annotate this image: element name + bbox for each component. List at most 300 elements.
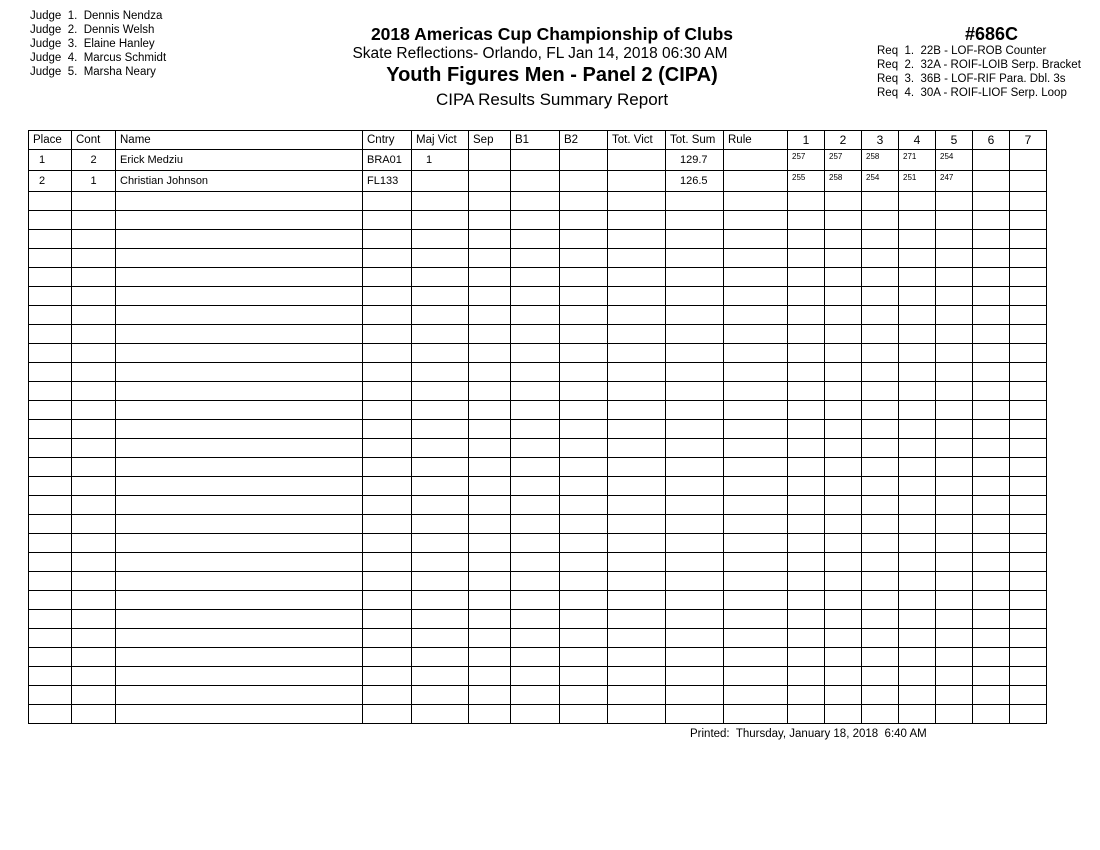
empty-cell <box>412 477 469 496</box>
empty-cell <box>363 496 412 515</box>
empty-cell <box>666 515 724 534</box>
empty-cell <box>72 572 116 591</box>
empty-cell <box>788 458 825 477</box>
empty-cell <box>936 496 973 515</box>
empty-cell <box>29 268 72 287</box>
empty-cell <box>862 591 899 610</box>
empty-table-row <box>29 249 1047 268</box>
empty-cell <box>899 553 936 572</box>
empty-cell <box>788 401 825 420</box>
empty-cell <box>666 344 724 363</box>
report-title: CIPA Results Summary Report <box>435 90 669 109</box>
empty-cell <box>116 420 363 439</box>
empty-cell <box>899 306 936 325</box>
col-header-tot-vict: Tot. Vict <box>608 131 666 150</box>
empty-cell <box>973 344 1010 363</box>
empty-cell <box>116 230 363 249</box>
empty-cell <box>469 382 511 401</box>
empty-cell <box>511 439 560 458</box>
empty-cell <box>788 705 825 724</box>
empty-cell <box>899 477 936 496</box>
empty-cell <box>29 572 72 591</box>
empty-cell <box>72 610 116 629</box>
requirement-line: Req 4. 30A - ROIF-LIOF Serp. Loop <box>877 87 1067 99</box>
empty-cell <box>788 667 825 686</box>
empty-cell <box>560 211 608 230</box>
empty-table-row <box>29 287 1047 306</box>
empty-cell <box>560 515 608 534</box>
empty-cell <box>788 363 825 382</box>
empty-cell <box>608 686 666 705</box>
empty-cell <box>116 382 363 401</box>
empty-cell <box>936 667 973 686</box>
empty-cell <box>72 648 116 667</box>
empty-cell <box>724 705 788 724</box>
empty-cell <box>936 686 973 705</box>
empty-cell <box>1010 610 1047 629</box>
empty-table-row <box>29 686 1047 705</box>
empty-cell <box>1010 401 1047 420</box>
empty-cell <box>469 439 511 458</box>
cell-judge-6-score <box>973 150 1010 171</box>
cell-b2 <box>560 171 608 192</box>
empty-cell <box>788 534 825 553</box>
empty-cell <box>469 420 511 439</box>
cell-judge-2-score: 257 <box>825 150 862 171</box>
empty-cell <box>511 629 560 648</box>
empty-cell <box>72 420 116 439</box>
empty-cell <box>511 268 560 287</box>
empty-cell <box>788 211 825 230</box>
empty-cell <box>363 287 412 306</box>
empty-cell <box>72 401 116 420</box>
empty-cell <box>608 230 666 249</box>
empty-cell <box>469 325 511 344</box>
empty-cell <box>724 553 788 572</box>
empty-cell <box>412 534 469 553</box>
empty-cell <box>1010 553 1047 572</box>
empty-cell <box>412 230 469 249</box>
empty-cell <box>560 629 608 648</box>
empty-cell <box>666 287 724 306</box>
empty-cell <box>469 287 511 306</box>
empty-cell <box>825 534 862 553</box>
empty-cell <box>724 629 788 648</box>
empty-cell <box>363 211 412 230</box>
empty-cell <box>825 249 862 268</box>
empty-cell <box>363 306 412 325</box>
empty-cell <box>788 382 825 401</box>
empty-cell <box>936 591 973 610</box>
empty-cell <box>724 325 788 344</box>
empty-table-row <box>29 401 1047 420</box>
empty-cell <box>1010 249 1047 268</box>
empty-cell <box>724 344 788 363</box>
empty-table-row <box>29 610 1047 629</box>
empty-cell <box>560 344 608 363</box>
empty-cell <box>973 439 1010 458</box>
judge-line: Judge 2. Dennis Welsh <box>30 24 155 36</box>
empty-cell <box>469 401 511 420</box>
empty-table-row <box>29 553 1047 572</box>
col-header-maj-vict: Maj Vict <box>412 131 469 150</box>
empty-cell <box>363 401 412 420</box>
empty-cell <box>363 249 412 268</box>
empty-cell <box>116 553 363 572</box>
empty-cell <box>936 211 973 230</box>
empty-cell <box>825 667 862 686</box>
empty-cell <box>724 667 788 686</box>
empty-cell <box>511 382 560 401</box>
empty-cell <box>1010 534 1047 553</box>
empty-cell <box>788 249 825 268</box>
empty-cell <box>511 515 560 534</box>
empty-cell <box>666 496 724 515</box>
empty-cell <box>973 515 1010 534</box>
empty-cell <box>363 648 412 667</box>
empty-cell <box>666 211 724 230</box>
empty-cell <box>469 610 511 629</box>
empty-cell <box>116 211 363 230</box>
empty-table-row <box>29 192 1047 211</box>
cell-judge-7-score <box>1010 171 1047 192</box>
empty-cell <box>608 382 666 401</box>
empty-cell <box>825 629 862 648</box>
empty-cell <box>825 515 862 534</box>
judge-line: Judge 5. Marsha Neary <box>30 66 156 78</box>
empty-cell <box>862 230 899 249</box>
empty-cell <box>862 211 899 230</box>
empty-cell <box>560 610 608 629</box>
empty-cell <box>116 401 363 420</box>
empty-cell <box>560 686 608 705</box>
cell-place: 1 <box>29 150 72 171</box>
empty-cell <box>936 382 973 401</box>
empty-cell <box>412 249 469 268</box>
empty-cell <box>862 477 899 496</box>
empty-table-row <box>29 534 1047 553</box>
judge-line: Judge 4. Marcus Schmidt <box>30 52 167 64</box>
empty-cell <box>608 192 666 211</box>
empty-cell <box>1010 477 1047 496</box>
empty-cell <box>116 287 363 306</box>
empty-cell <box>825 306 862 325</box>
empty-cell <box>724 477 788 496</box>
empty-cell <box>560 420 608 439</box>
empty-cell <box>936 610 973 629</box>
empty-table-row <box>29 439 1047 458</box>
cell-cont: 2 <box>72 150 116 171</box>
empty-cell <box>116 534 363 553</box>
empty-cell <box>1010 648 1047 667</box>
empty-cell <box>666 420 724 439</box>
col-header-judge-6: 6 <box>973 131 1010 150</box>
empty-cell <box>973 591 1010 610</box>
empty-cell <box>469 268 511 287</box>
empty-cell <box>72 382 116 401</box>
empty-cell <box>608 534 666 553</box>
empty-cell <box>511 686 560 705</box>
empty-cell <box>936 439 973 458</box>
empty-cell <box>560 363 608 382</box>
empty-cell <box>724 192 788 211</box>
empty-cell <box>666 439 724 458</box>
empty-cell <box>511 705 560 724</box>
empty-cell <box>973 268 1010 287</box>
empty-cell <box>560 230 608 249</box>
empty-cell <box>788 572 825 591</box>
empty-cell <box>608 496 666 515</box>
col-header-tot-sum: Tot. Sum <box>666 131 724 150</box>
empty-cell <box>72 515 116 534</box>
empty-cell <box>724 610 788 629</box>
empty-cell <box>973 629 1010 648</box>
empty-cell <box>412 705 469 724</box>
empty-cell <box>116 363 363 382</box>
empty-cell <box>116 496 363 515</box>
empty-cell <box>936 306 973 325</box>
empty-cell <box>29 420 72 439</box>
empty-cell <box>973 306 1010 325</box>
empty-cell <box>116 705 363 724</box>
empty-cell <box>608 268 666 287</box>
empty-cell <box>936 401 973 420</box>
empty-cell <box>862 363 899 382</box>
empty-cell <box>29 306 72 325</box>
empty-cell <box>666 401 724 420</box>
empty-cell <box>116 591 363 610</box>
empty-cell <box>666 553 724 572</box>
empty-cell <box>724 648 788 667</box>
cell-cont: 1 <box>72 171 116 192</box>
empty-cell <box>1010 382 1047 401</box>
empty-cell <box>29 648 72 667</box>
empty-cell <box>469 572 511 591</box>
empty-table-row <box>29 591 1047 610</box>
empty-cell <box>1010 192 1047 211</box>
empty-cell <box>825 572 862 591</box>
empty-cell <box>936 458 973 477</box>
empty-cell <box>469 648 511 667</box>
empty-cell <box>511 192 560 211</box>
empty-cell <box>724 287 788 306</box>
empty-cell <box>412 496 469 515</box>
empty-cell <box>899 192 936 211</box>
empty-cell <box>72 192 116 211</box>
empty-cell <box>899 230 936 249</box>
empty-cell <box>560 705 608 724</box>
empty-cell <box>608 401 666 420</box>
empty-cell <box>1010 686 1047 705</box>
empty-cell <box>363 686 412 705</box>
empty-cell <box>666 686 724 705</box>
empty-cell <box>899 420 936 439</box>
empty-cell <box>29 686 72 705</box>
cell-judge-1-score: 255 <box>788 171 825 192</box>
empty-table-row <box>29 458 1047 477</box>
empty-cell <box>973 572 1010 591</box>
empty-cell <box>560 192 608 211</box>
empty-cell <box>1010 268 1047 287</box>
empty-cell <box>363 458 412 477</box>
empty-cell <box>560 477 608 496</box>
empty-cell <box>29 496 72 515</box>
results-table <box>28 130 1047 724</box>
cell-maj-vict: 1 <box>412 150 469 171</box>
empty-cell <box>608 363 666 382</box>
empty-cell <box>72 686 116 705</box>
empty-cell <box>724 686 788 705</box>
col-header-judge-3: 3 <box>862 131 899 150</box>
empty-cell <box>899 458 936 477</box>
empty-cell <box>1010 230 1047 249</box>
empty-cell <box>973 401 1010 420</box>
empty-cell <box>560 534 608 553</box>
empty-cell <box>936 249 973 268</box>
cell-cntry: BRA01 <box>363 150 412 171</box>
empty-cell <box>936 534 973 553</box>
empty-cell <box>511 420 560 439</box>
empty-cell <box>666 534 724 553</box>
empty-cell <box>1010 325 1047 344</box>
empty-cell <box>560 496 608 515</box>
empty-cell <box>363 382 412 401</box>
empty-cell <box>936 344 973 363</box>
empty-cell <box>936 192 973 211</box>
empty-cell <box>116 477 363 496</box>
empty-table-row <box>29 344 1047 363</box>
empty-cell <box>363 610 412 629</box>
col-header-b1: B1 <box>511 131 560 150</box>
empty-cell <box>825 553 862 572</box>
empty-cell <box>936 363 973 382</box>
empty-cell <box>724 363 788 382</box>
cell-judge-4-score: 251 <box>899 171 936 192</box>
empty-cell <box>511 249 560 268</box>
empty-table-row <box>29 629 1047 648</box>
cell-judge-4-score: 271 <box>899 150 936 171</box>
empty-cell <box>724 249 788 268</box>
empty-table-row <box>29 572 1047 591</box>
empty-cell <box>825 192 862 211</box>
empty-cell <box>788 306 825 325</box>
empty-cell <box>72 363 116 382</box>
empty-cell <box>899 325 936 344</box>
empty-cell <box>788 325 825 344</box>
empty-cell <box>116 344 363 363</box>
empty-cell <box>666 591 724 610</box>
empty-cell <box>511 667 560 686</box>
empty-cell <box>363 344 412 363</box>
cell-tot-sum: 126.5 <box>666 171 724 192</box>
empty-cell <box>973 382 1010 401</box>
empty-cell <box>608 477 666 496</box>
empty-cell <box>899 287 936 306</box>
empty-cell <box>469 458 511 477</box>
empty-cell <box>29 515 72 534</box>
empty-cell <box>469 344 511 363</box>
empty-cell <box>1010 515 1047 534</box>
col-header-place: Place <box>29 131 72 150</box>
empty-cell <box>862 572 899 591</box>
empty-cell <box>1010 572 1047 591</box>
empty-cell <box>1010 363 1047 382</box>
empty-cell <box>666 629 724 648</box>
empty-cell <box>608 572 666 591</box>
empty-cell <box>29 610 72 629</box>
empty-cell <box>899 515 936 534</box>
empty-cell <box>469 211 511 230</box>
empty-cell <box>560 648 608 667</box>
empty-cell <box>608 515 666 534</box>
empty-cell <box>469 230 511 249</box>
empty-cell <box>363 363 412 382</box>
empty-cell <box>788 686 825 705</box>
empty-cell <box>899 686 936 705</box>
empty-cell <box>936 553 973 572</box>
empty-cell <box>363 629 412 648</box>
empty-cell <box>511 591 560 610</box>
printed-timestamp: Printed: Thursday, January 18, 2018 6:40 AM <box>690 728 927 740</box>
empty-cell <box>560 439 608 458</box>
empty-cell <box>899 249 936 268</box>
empty-cell <box>511 572 560 591</box>
empty-cell <box>608 287 666 306</box>
table-row <box>29 171 1047 192</box>
empty-cell <box>825 477 862 496</box>
empty-table-row <box>29 705 1047 724</box>
empty-cell <box>862 648 899 667</box>
empty-cell <box>116 268 363 287</box>
empty-cell <box>666 705 724 724</box>
empty-cell <box>469 496 511 515</box>
empty-cell <box>511 230 560 249</box>
judge-line: Judge 1. Dennis Nendza <box>30 10 163 22</box>
empty-cell <box>72 268 116 287</box>
empty-cell <box>412 553 469 572</box>
empty-cell <box>724 306 788 325</box>
empty-cell <box>29 211 72 230</box>
empty-cell <box>825 496 862 515</box>
empty-cell <box>899 629 936 648</box>
empty-cell <box>560 325 608 344</box>
empty-cell <box>72 477 116 496</box>
empty-cell <box>862 667 899 686</box>
empty-cell <box>29 287 72 306</box>
cell-judge-2-score: 258 <box>825 171 862 192</box>
empty-cell <box>608 306 666 325</box>
empty-cell <box>788 496 825 515</box>
empty-cell <box>608 211 666 230</box>
empty-cell <box>608 705 666 724</box>
empty-cell <box>412 401 469 420</box>
empty-cell <box>825 211 862 230</box>
empty-cell <box>363 705 412 724</box>
empty-cell <box>788 230 825 249</box>
empty-cell <box>862 553 899 572</box>
empty-cell <box>666 325 724 344</box>
empty-cell <box>899 382 936 401</box>
empty-cell <box>825 401 862 420</box>
empty-cell <box>363 667 412 686</box>
empty-cell <box>1010 306 1047 325</box>
empty-cell <box>862 287 899 306</box>
empty-cell <box>862 496 899 515</box>
empty-cell <box>936 477 973 496</box>
empty-cell <box>72 667 116 686</box>
col-header-b2: B2 <box>560 131 608 150</box>
empty-cell <box>116 306 363 325</box>
